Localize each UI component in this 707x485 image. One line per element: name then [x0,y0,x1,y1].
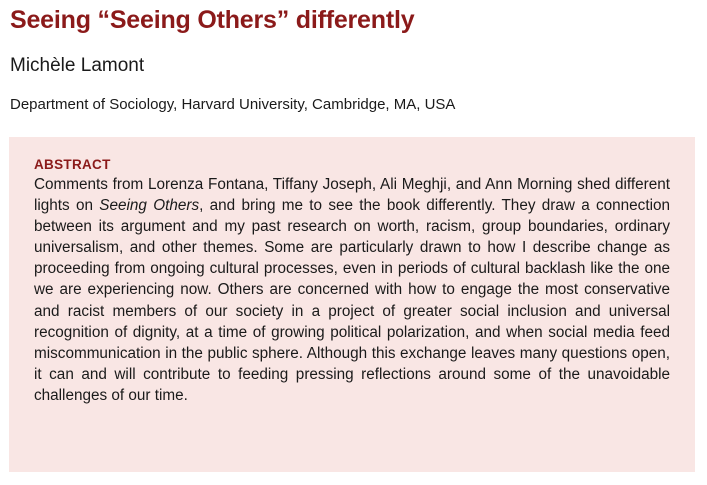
author-name: Michèle Lamont [10,55,145,76]
abstract-text [34,174,670,406]
abstract-text-part1: Comments from Lorenza Fontana, Tiffany Joseph, Ali Meghji, and Ann Morning shed different lights on [34,176,670,215]
article-title: Seeing “Seeing Others” differently [10,6,415,34]
abstract-text-part2: , and bring me to see the book differently. They draw a connection between its argument and my past research on worth, racism, group boundaries, ordinary universalism, and other themes. Some are particularly drawn to how I describe change as proceeding from ongoing cultural processes, even in periods of cultural backlash like the one we are experiencing now. Others are concerned with how to engage the most conservative and racist members of our society in a project of greater social inclusion and universal recognition of dignity, at a time of growing political polarization, and when social media feed miscommunication in the public sphere. Although this exchange leaves many questions open, it can and will contribute to feeding pressing reflections around some of the unavoidable challenges of our time. [34,197,670,404]
abstract-box [9,137,695,472]
abstract-book-title: Seeing Others [99,197,200,215]
abstract-heading: ABSTRACT [34,157,111,172]
author-affiliation: Department of Sociology, Harvard University, Cambridge, MA, USA [10,96,456,113]
